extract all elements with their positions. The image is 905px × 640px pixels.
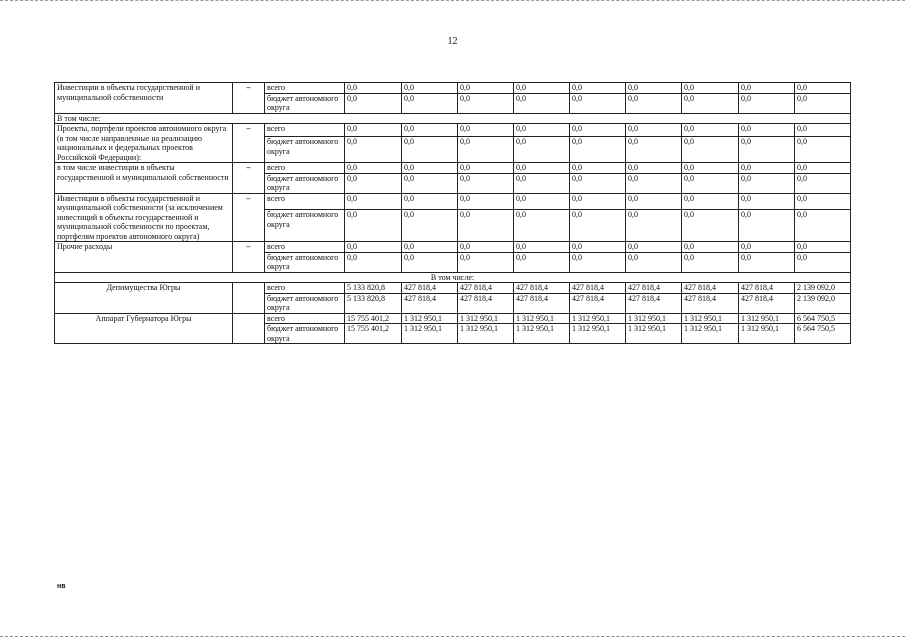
row-name: в том числе инвестиции в объекты государственной и муниципальной собственности <box>55 163 233 194</box>
scan-top-edge <box>0 0 905 4</box>
value-cell: 0,0 <box>739 210 795 242</box>
value-cell: 0,0 <box>795 252 851 272</box>
value-cell: 0,0 <box>626 163 682 174</box>
value-cell: 5 133 820,8 <box>345 283 402 294</box>
value-cell: 0,0 <box>402 83 458 94</box>
value-cell: 0,0 <box>458 124 514 137</box>
value-cell: 0,0 <box>402 137 458 163</box>
source-label: всего <box>265 313 345 324</box>
value-cell: 0,0 <box>514 242 570 253</box>
value-cell: 1 312 950,1 <box>682 313 739 324</box>
value-cell: 0,0 <box>345 173 402 193</box>
source-label: всего <box>265 242 345 253</box>
value-cell: 0,0 <box>626 193 682 210</box>
value-cell: 0,0 <box>682 124 739 137</box>
source-label: бюджет автономного округа <box>265 252 345 272</box>
source-label: бюджет автономного округа <box>265 137 345 163</box>
value-cell: 427 818,4 <box>514 293 570 313</box>
value-cell: 0,0 <box>514 83 570 94</box>
value-cell: 0,0 <box>795 163 851 174</box>
value-cell: 0,0 <box>458 137 514 163</box>
value-cell: 0,0 <box>682 252 739 272</box>
value-cell: 0,0 <box>795 210 851 242</box>
source-label: всего <box>265 193 345 210</box>
value-cell: 6 564 750,5 <box>795 324 851 344</box>
value-cell: 15 755 401,2 <box>345 313 402 324</box>
value-cell: 0,0 <box>682 242 739 253</box>
value-cell: 0,0 <box>570 137 626 163</box>
value-cell: 427 818,4 <box>514 283 570 294</box>
row-name: Инвестиции в объекты государственной и муниципальной собственности <box>55 83 233 114</box>
value-cell: 0,0 <box>458 193 514 210</box>
value-cell: 5 133 820,8 <box>345 293 402 313</box>
page-number: 12 <box>447 36 458 47</box>
value-cell: 0,0 <box>458 93 514 113</box>
table-row <box>55 124 851 137</box>
value-cell: 0,0 <box>402 193 458 210</box>
value-cell: 0,0 <box>402 173 458 193</box>
value-cell: 427 818,4 <box>570 283 626 294</box>
table-row <box>55 163 851 174</box>
source-label: всего <box>265 283 345 294</box>
table-row <box>55 313 851 324</box>
value-cell: 0,0 <box>345 242 402 253</box>
value-cell: 1 312 950,1 <box>626 313 682 324</box>
value-cell: 0,0 <box>402 163 458 174</box>
row-dash: – <box>233 83 265 114</box>
value-cell: 427 818,4 <box>739 283 795 294</box>
source-label: всего <box>265 163 345 174</box>
value-cell: 0,0 <box>514 193 570 210</box>
value-cell: 0,0 <box>626 210 682 242</box>
value-cell: 0,0 <box>514 252 570 272</box>
value-cell: 2 139 092,0 <box>795 283 851 294</box>
value-cell: 427 818,4 <box>458 293 514 313</box>
value-cell: 1 312 950,1 <box>739 313 795 324</box>
value-cell: 1 312 950,1 <box>570 313 626 324</box>
value-cell: 427 818,4 <box>682 293 739 313</box>
value-cell: 1 312 950,1 <box>514 313 570 324</box>
value-cell: 0,0 <box>795 173 851 193</box>
value-cell: 0,0 <box>458 210 514 242</box>
value-cell: 0,0 <box>739 252 795 272</box>
value-cell: 0,0 <box>682 210 739 242</box>
value-cell: 0,0 <box>739 83 795 94</box>
value-cell: 427 818,4 <box>458 283 514 294</box>
value-cell: 427 818,4 <box>626 283 682 294</box>
value-cell: 0,0 <box>458 163 514 174</box>
source-label: бюджет автономного округа <box>265 173 345 193</box>
value-cell: 0,0 <box>682 93 739 113</box>
value-cell: 427 818,4 <box>626 293 682 313</box>
table-row <box>55 83 851 94</box>
row-name: Инвестиции в объекты государственной и муниципальной собственности (за исключением инвестиций в объекты государственной и муниципальной собственности по проектам, портфелям проектов автономного округа) <box>55 193 233 242</box>
row-dash: – <box>233 193 265 242</box>
source-label: бюджет автономного округа <box>265 293 345 313</box>
section-label: В том числе: <box>55 272 851 283</box>
row-name: Аппарат Губернатора Югры <box>55 313 233 344</box>
value-cell: 0,0 <box>682 193 739 210</box>
row-name: Прочие расходы <box>55 242 233 273</box>
value-cell: 0,0 <box>739 137 795 163</box>
value-cell: 0,0 <box>739 93 795 113</box>
value-cell: 0,0 <box>345 193 402 210</box>
value-cell: 0,0 <box>795 93 851 113</box>
value-cell: 0,0 <box>458 242 514 253</box>
source-label: бюджет автономного округа <box>265 93 345 113</box>
value-cell: 0,0 <box>795 242 851 253</box>
value-cell: 1 312 950,1 <box>402 313 458 324</box>
value-cell: 0,0 <box>345 163 402 174</box>
value-cell: 0,0 <box>682 83 739 94</box>
value-cell: 0,0 <box>795 137 851 163</box>
value-cell: 0,0 <box>626 242 682 253</box>
value-cell: 0,0 <box>402 252 458 272</box>
value-cell: 0,0 <box>570 173 626 193</box>
source-label: бюджет автономного округа <box>265 324 345 344</box>
value-cell: 0,0 <box>570 210 626 242</box>
value-cell: 0,0 <box>458 252 514 272</box>
section-row <box>55 113 851 124</box>
value-cell: 0,0 <box>345 83 402 94</box>
value-cell: 427 818,4 <box>402 283 458 294</box>
table-row <box>55 242 851 253</box>
value-cell: 0,0 <box>402 93 458 113</box>
value-cell: 0,0 <box>514 124 570 137</box>
value-cell: 1 312 950,1 <box>514 324 570 344</box>
value-cell: 427 818,4 <box>402 293 458 313</box>
value-cell: 0,0 <box>682 173 739 193</box>
value-cell: 0,0 <box>514 137 570 163</box>
value-cell: 0,0 <box>514 93 570 113</box>
value-cell: 0,0 <box>626 83 682 94</box>
section-row <box>55 272 851 283</box>
budget-table <box>54 82 851 344</box>
row-name: Проекты, портфели проектов автономного округа (в том числе направленные на реализацию национальных и федеральных проектов Российской Федерации): <box>55 124 233 163</box>
value-cell: 0,0 <box>739 242 795 253</box>
value-cell: 427 818,4 <box>570 293 626 313</box>
value-cell: 0,0 <box>570 242 626 253</box>
value-cell: 1 312 950,1 <box>626 324 682 344</box>
table-row <box>55 283 851 294</box>
row-dash <box>233 313 265 344</box>
value-cell: 0,0 <box>458 83 514 94</box>
value-cell: 0,0 <box>402 242 458 253</box>
source-label: всего <box>265 124 345 137</box>
value-cell: 1 312 950,1 <box>570 324 626 344</box>
value-cell: 0,0 <box>682 163 739 174</box>
value-cell: 0,0 <box>626 173 682 193</box>
value-cell: 0,0 <box>626 252 682 272</box>
value-cell: 427 818,4 <box>682 283 739 294</box>
value-cell: 0,0 <box>739 173 795 193</box>
value-cell: 6 564 750,5 <box>795 313 851 324</box>
value-cell: 0,0 <box>345 252 402 272</box>
row-name: Депимущества Югры <box>55 283 233 314</box>
source-label: всего <box>265 83 345 94</box>
value-cell: 0,0 <box>514 173 570 193</box>
value-cell: 2 139 092,0 <box>795 293 851 313</box>
value-cell: 0,0 <box>345 93 402 113</box>
value-cell: 15 755 401,2 <box>345 324 402 344</box>
row-dash: – <box>233 163 265 194</box>
value-cell: 0,0 <box>682 137 739 163</box>
value-cell: 0,0 <box>514 210 570 242</box>
value-cell: 1 312 950,1 <box>458 324 514 344</box>
value-cell: 0,0 <box>514 163 570 174</box>
value-cell: 0,0 <box>570 163 626 174</box>
value-cell: 0,0 <box>626 93 682 113</box>
row-dash: – <box>233 242 265 273</box>
value-cell: 0,0 <box>570 93 626 113</box>
value-cell: 1 312 950,1 <box>739 324 795 344</box>
value-cell: 0,0 <box>402 124 458 137</box>
value-cell: 0,0 <box>626 137 682 163</box>
value-cell: 0,0 <box>795 124 851 137</box>
value-cell: 0,0 <box>570 124 626 137</box>
value-cell: 0,0 <box>739 193 795 210</box>
value-cell: 0,0 <box>402 210 458 242</box>
row-dash: – <box>233 124 265 163</box>
value-cell: 0,0 <box>739 124 795 137</box>
value-cell: 0,0 <box>458 173 514 193</box>
value-cell: 0,0 <box>345 137 402 163</box>
value-cell: 427 818,4 <box>739 293 795 313</box>
value-cell: 0,0 <box>626 124 682 137</box>
value-cell: 0,0 <box>570 252 626 272</box>
value-cell: 0,0 <box>570 83 626 94</box>
section-label: В том числе: <box>55 113 851 124</box>
table-row <box>55 193 851 210</box>
value-cell: 0,0 <box>345 210 402 242</box>
footer-mark: нв <box>57 583 66 590</box>
scan-bottom-edge <box>0 636 905 639</box>
value-cell: 0,0 <box>345 124 402 137</box>
value-cell: 1 312 950,1 <box>682 324 739 344</box>
source-label: бюджет автономного округа <box>265 210 345 242</box>
value-cell: 1 312 950,1 <box>458 313 514 324</box>
row-dash <box>233 283 265 314</box>
value-cell: 0,0 <box>739 163 795 174</box>
value-cell: 1 312 950,1 <box>402 324 458 344</box>
value-cell: 0,0 <box>795 193 851 210</box>
value-cell: 0,0 <box>570 193 626 210</box>
value-cell: 0,0 <box>795 83 851 94</box>
